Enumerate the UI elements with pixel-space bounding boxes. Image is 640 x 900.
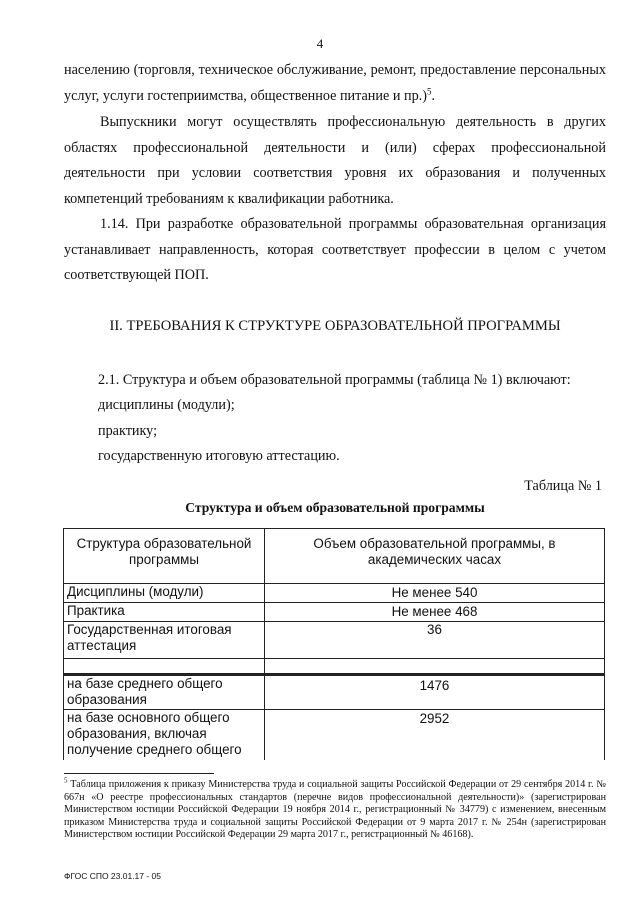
paragraph-services-text: населению (торговля, техническое обслуживание, ремонт, предоставление персональных услуг, услуги гостеприимства, общественное питание и пр.) — [64, 62, 606, 104]
document-stamp: ФГОС СПО 23.01.17 - 05 — [64, 871, 162, 881]
table-row-empty — [63, 658, 265, 674]
list-intro: 2.1. Структура и объем образовательной программы (таблица № 1) включают: — [98, 372, 571, 388]
section-heading: II. ТРЕБОВАНИЯ К СТРУКТУРЕ ОБРАЗОВАТЕЛЬНОЙ ПРОГРАММЫ — [109, 318, 561, 334]
paragraph-1-14: 1.14. При разработке образовательной программы образовательная организация устанавливает направленность, которая соответствует профессии в целом с учетом соответствующей ПОП. — [64, 216, 606, 283]
table-row-label: на базе среднего общего образования — [63, 674, 265, 710]
paragraph-services: населению (торговля, техническое обслуживание, ремонт, предоставление персональных услуг, услуги гостеприимства, общественное питание и пр.)$^5$. — [64, 62, 606, 104]
page-number: 4 — [316, 36, 324, 51]
table-row-label: Практика — [63, 602, 265, 622]
structure-table — [63, 528, 605, 760]
table-title: Структура и объем образовательной программы — [185, 500, 485, 515]
footnote — [64, 776, 606, 842]
list-item: дисциплины (модули); — [98, 397, 235, 413]
footnote-separator — [64, 773, 214, 774]
footnote-text: Таблица приложения к приказу Министерства труда и социальной защиты Российской Федерации от 29 сентября 2014 г. № 667н «О реестре профессиональных стандартов (перечне видов профессиональной деятельности)» (зарегистрирован Министерством юстиции Российской Федерации 19 ноября 2014 г., регистрационный № 34779) с изменением, внесенным приказом Министерства труда и социальной защиты Российской Федерации от 9 марта 2017 г. № 254н (зарегистрирован Министерством юстиции Российской Федерации 29 марта 2017 г., регистрационный № 46168). — [64, 779, 606, 841]
footnote-number: 5 — [64, 776, 68, 785]
table-row-label: Государственная итоговая аттестация — [63, 621, 265, 659]
list-item: практику; — [98, 423, 158, 439]
table-row-empty — [264, 658, 605, 674]
table-row-value: Не менее 468 — [264, 602, 605, 622]
table-caption: Таблица № 1 — [524, 478, 602, 494]
table-header-structure: Структура образовательной программы — [63, 528, 265, 584]
table-header-volume: Объем образовательной программы, в академических часах — [264, 528, 605, 584]
table-row-label: на базе основного общего образования, включая получение среднего общего — [63, 709, 265, 760]
table-row-value: Не менее 540 — [264, 583, 605, 603]
paragraph-graduates: Выпускники могут осуществлять профессиональную деятельность в других областях профессиональной деятельности и (или) сферах профессиональной деятельности при условии соответствия уровня их образования и полученных компетенций требованиям к квалификации работника. — [64, 114, 606, 207]
table-row-label: Дисциплины (модули) — [63, 583, 265, 603]
table-row-value: 2952 — [264, 709, 605, 760]
footnote-ref: 5 — [426, 85, 432, 96]
table-row-value: 1476 — [264, 674, 605, 710]
list-item: государственную итоговую аттестацию. — [98, 448, 340, 464]
table-row-value: 36 — [264, 621, 605, 659]
